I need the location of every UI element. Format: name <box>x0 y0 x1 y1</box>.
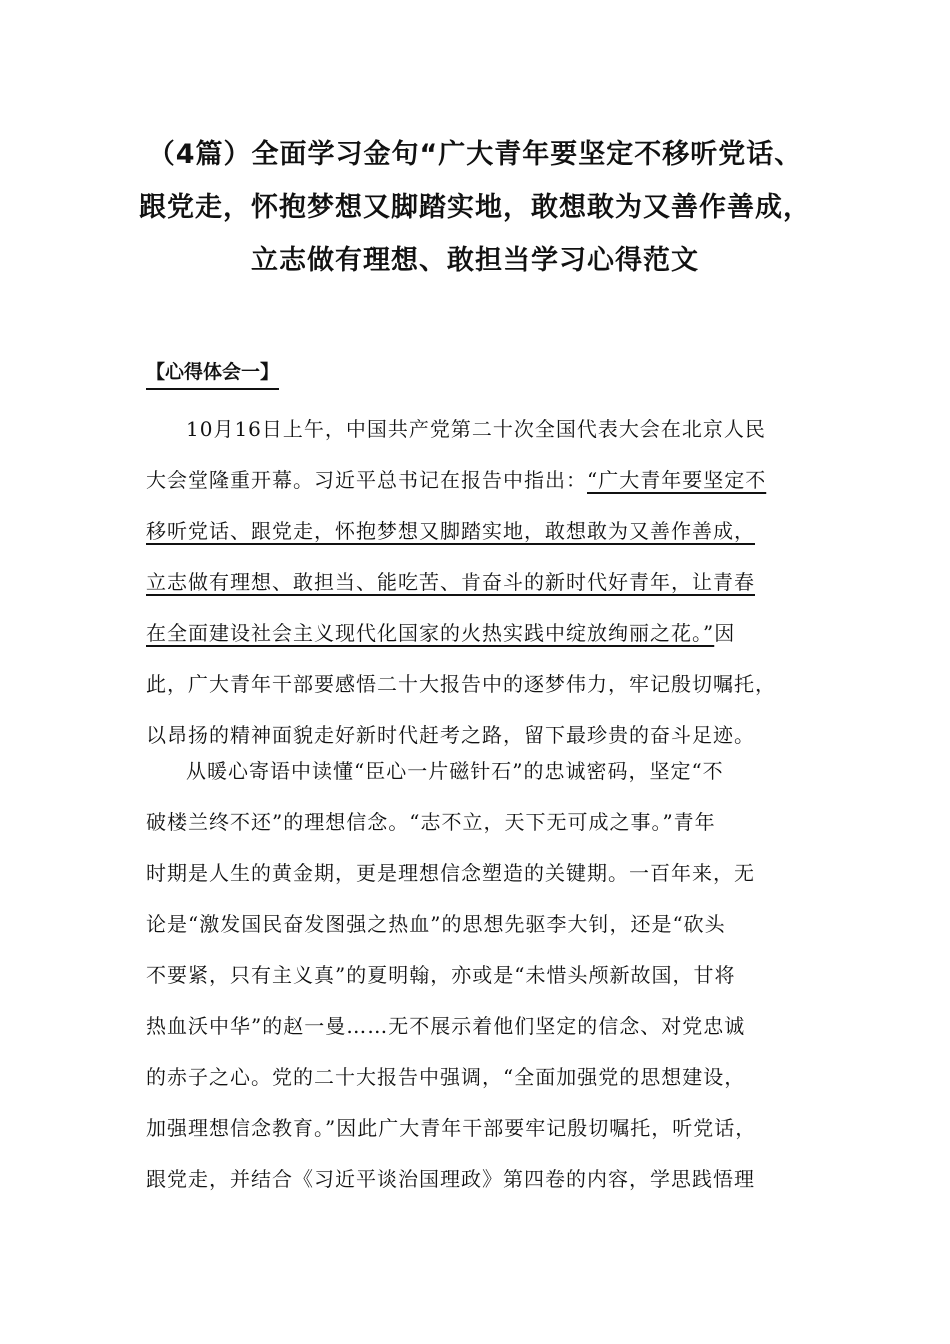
paragraph-1-line-7: 以昂扬的精神面貌走好新时代赶考之路，留下最珍贵的奋斗足迹。 <box>146 723 755 747</box>
paragraph-2-line-8: 加强理想信念教育。”因此广大青年干部要牢记殷切嘱托，听党话， <box>146 1116 757 1140</box>
paragraph-1-line-2-text: 大会堂隆重开幕。习近平总书记在报告中指出： <box>146 468 587 492</box>
paragraph-2-line-4: 论是“激发国民奋发图强之热血”的思想先驱李大钊，还是“砍头 <box>146 912 726 936</box>
paragraph-2 <box>146 746 826 1205</box>
paragraph-2-line-3: 时期是人生的黄金期，更是理想信念塑造的关键期。一百年来，无 <box>146 861 755 885</box>
paragraph-2-line-7: 的赤子之心。党的二十大报告中强调，“全面加强党的思想建设， <box>146 1065 746 1089</box>
quote-underlined-end: 在全面建设社会主义现代化国家的火热实践中绽放绚丽之花。” <box>146 621 715 645</box>
section-heading: 【心得体会一】 <box>146 356 279 390</box>
title-line-2: 跟党走，怀抱梦想又脚踏实地，敢想敢为又善作善成， <box>139 192 811 223</box>
paragraph-1-line-2 <box>146 455 826 506</box>
paragraph-1-line-5 <box>146 608 826 659</box>
title-line-3: 立志做有理想、敢担当学习心得范文 <box>251 245 699 276</box>
paragraph-2-line-6: 热血沃中华”的赵一曼……无不展示着他们坚定的信念、对党忠诚 <box>146 1014 746 1038</box>
paragraph-1-line-5-text: 因 <box>714 621 736 645</box>
quote-underlined-line-3: 移听党话、跟党走，怀抱梦想又脚踏实地，敢想敢为又善作善成， <box>146 519 755 543</box>
paragraph-2-line-2: 破楼兰终不还”的理想信念。“志不立，天下无可成之事。”青年 <box>146 810 716 834</box>
title-line-1: （4篇）全面学习金句“广大青年要坚定不移听党话、 <box>147 139 803 170</box>
paragraph-2-line-5: 不要紧，只有主义真”的夏明翰，亦或是“未惜头颅新故国，甘将 <box>146 963 736 987</box>
paragraph-2-line-9: 跟党走，并结合《习近平谈治国理政》第四卷的内容，学思践悟理 <box>146 1167 755 1191</box>
paragraph-2-line-1: 从暖心寄语中读懂“臣心一片磁针石”的忠诚密码，坚定“不 <box>186 759 724 783</box>
document-title <box>120 128 830 287</box>
quote-underlined-line-4: 立志做有理想、敢担当、能吃苦、肯奋斗的新时代好青年，让青春 <box>146 570 755 594</box>
paragraph-1-line-1: 10月16日上午，中国共产党第二十次全国代表大会在北京人民 <box>186 417 766 441</box>
quote-underlined-start: “广大青年要坚定不 <box>587 468 767 492</box>
paragraph-1-line-4 <box>146 557 826 608</box>
paragraph-1-line-3 <box>146 506 826 557</box>
paragraph-1 <box>146 404 826 761</box>
paragraph-1-line-6: 此，广大青年干部要感悟二十大报告中的逐梦伟力，牢记殷切嘱托， <box>146 672 776 696</box>
